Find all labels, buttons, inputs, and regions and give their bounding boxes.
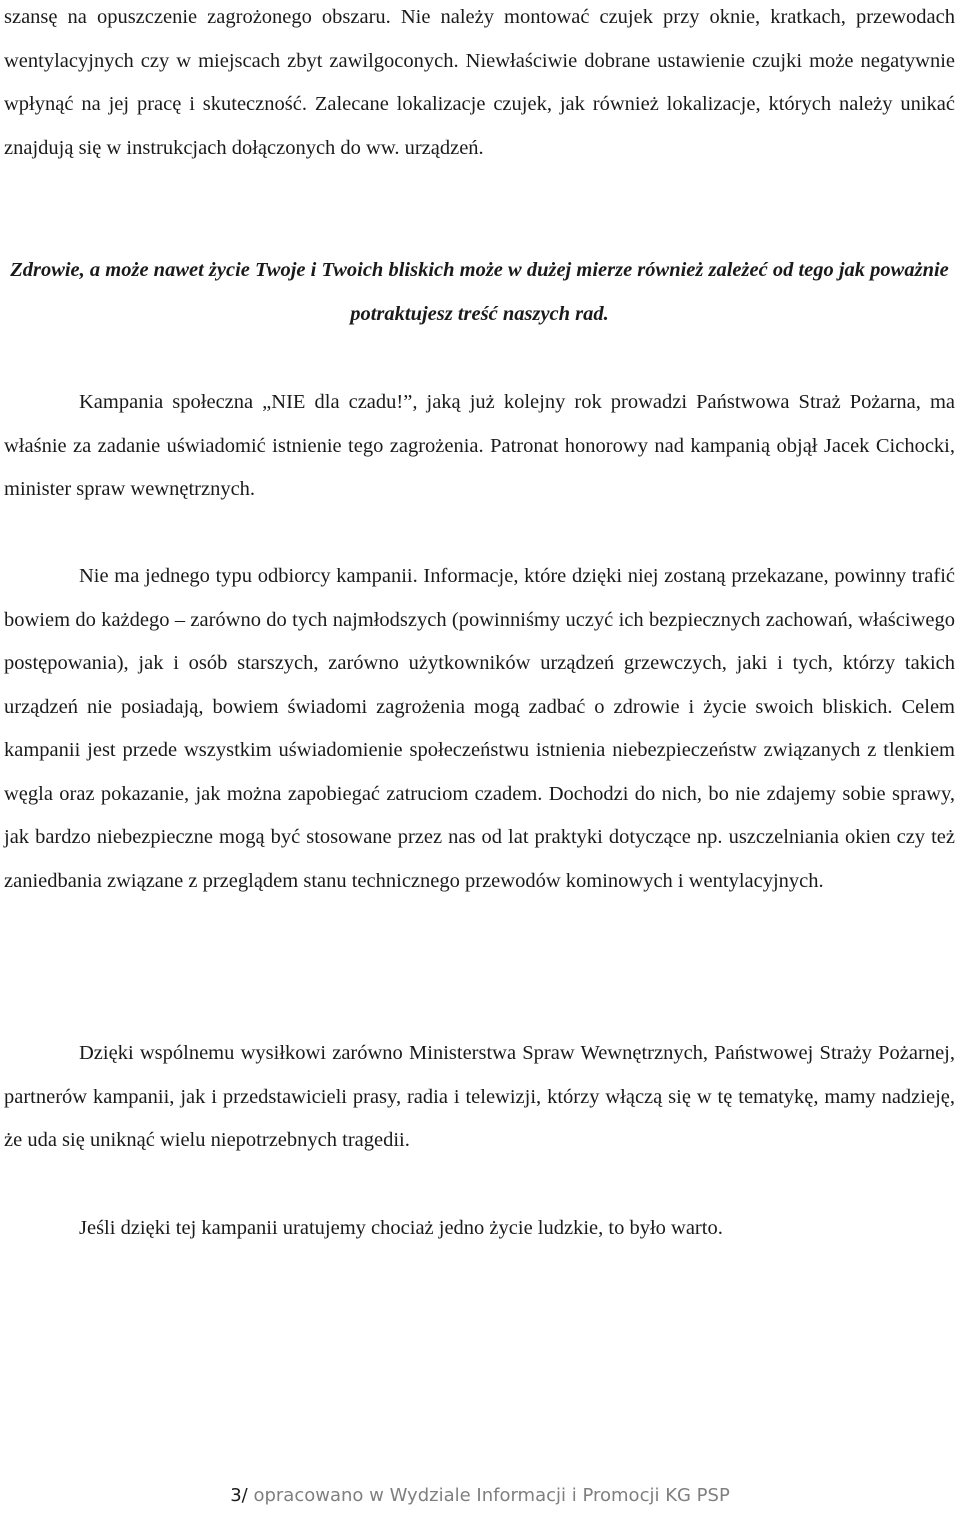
paragraph-closing: Jeśli dzięki tej kampanii uratujemy chociaż jedno życie ludzkie, to było warto. xyxy=(79,1217,723,1239)
paragraph-campaign-intro: Kampania społeczna „NIE dla czadu!”, jaką już kolejny rok prowadzi Państwowa Straż Pożarna, ma właśnie za zadanie uświadomić istnienie tego zagrożenia. Patronat honorowy nad kampanią objął Jacek Cichocki, minister spraw wewnętrznych. xyxy=(4,391,955,500)
paragraph-campaign-audience: Nie ma jednego typu odbiorcy kampanii. Informacje, które dzięki niej zostaną przekazane, powinny trafić bowiem do każdego – zarówno do tych najmłodszych (powinniśmy uczyć ich bezpiecznych zachowań, właściwego postępowania), jak i osób starszych, zarówno użytkowników urządzeń grzewczych, jaki i tych, którzy takich urządzeń nie posiadają, bowiem świadomi zagrożenia mogą zadbać o zdrowie i życie swoich bliskich. Celem kampanii jest przede wszystkim uświadomienie społeczeństwu istnienia niebezpieczeństw związanych z tlenkiem węgla oraz pokazanie, jak można zapobiegać zatruciom czadem. Dochodzi do nich, bo nie zdajemy sobie sprawy, jak bardzo niebezpieczne mogą być stosowane przez nas od lat praktyki dotyczące np. uszczelniania okien czy też zaniedbania związane z przeglądem stanu technicznego przewodów kominowych i wentylacyjnych. xyxy=(4,565,955,892)
paragraph-joint-effort: Dzięki wspólnemu wysiłkowi zarówno Ministerstwa Spraw Wewnętrznych, Państwowej Straży Pożarnej, partnerów kampanii, jak i przedstawicieli prasy, radia i telewizji, którzy włączą się w tę tematykę, mamy nadzieję, że uda się uniknąć wielu niepotrzebnych tragedii. xyxy=(4,1042,955,1151)
footer-credit: opracowano w Wydziale Informacji i Promocji KG PSP xyxy=(247,1485,730,1506)
page-footer xyxy=(0,1484,960,1508)
highlight-quote: Zdrowie, a może nawet życie Twoje i Twoich bliskich może w dużej mierze również zależeć od tego jak poważnie potraktujesz treść naszych rad. xyxy=(10,259,949,325)
page-number: 3/ xyxy=(230,1485,248,1506)
paragraph-detector-placement: szansę na opuszczenie zagrożonego obszaru. Nie należy montować czujek przy oknie, kratkach, przewodach wentylacyjnych czy w miejscach zbyt zawilgoconych. Niewłaściwie dobrane ustawienie czujki może negatywnie wpłynąć na jej pracę i skuteczność. Zalecane lokalizacje czujek, jak również lokalizacje, których należy unikać znajdują się w instrukcjach dołączonych do ww. urządzeń. xyxy=(4,6,955,159)
